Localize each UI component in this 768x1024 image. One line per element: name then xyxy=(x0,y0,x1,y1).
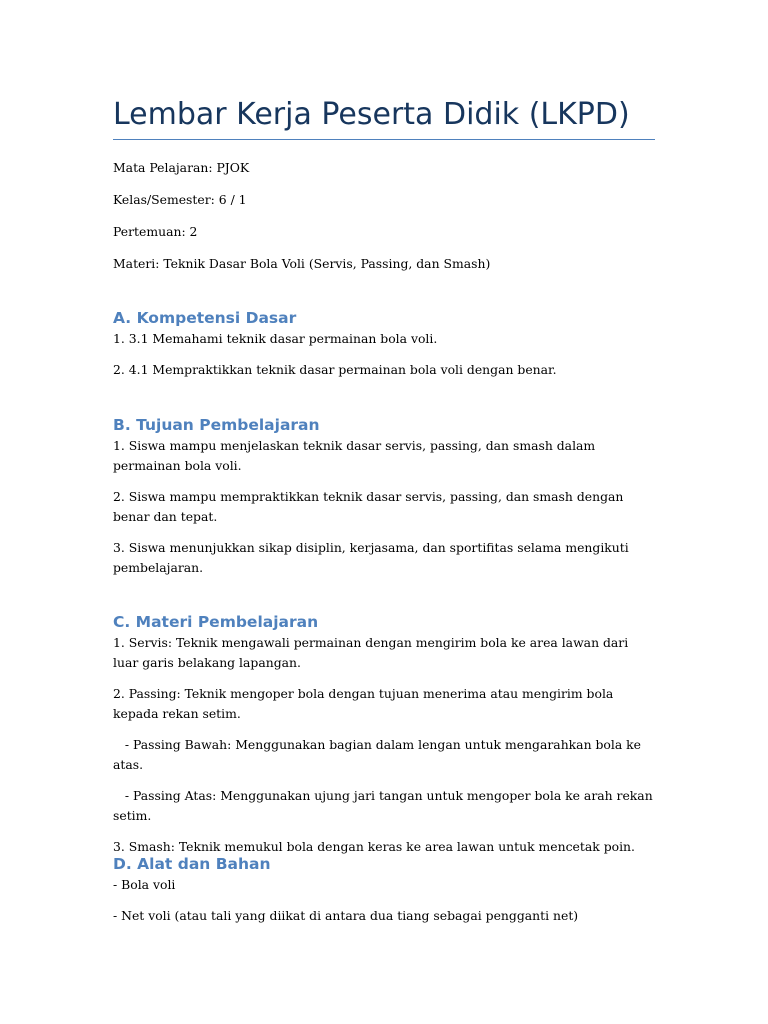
section-heading: A. Kompetensi Dasar xyxy=(113,309,297,327)
list-item: 2. Passing: Teknik mengoper bola dengan tujuan menerima atau mengirim bola kepada rekan setim. xyxy=(113,686,614,721)
list-item: 1. Servis: Teknik mengawali permainan dengan mengirim bola ke area lawan dari luar garis belakang lapangan. xyxy=(113,635,629,670)
list-item: 2. Siswa mampu mempraktikkan teknik dasar servis, passing, dan smash dengan benar dan tepat. xyxy=(113,489,624,524)
list-item: 1. 3.1 Memahami teknik dasar permainan bola voli. xyxy=(113,331,438,346)
section-heading: B. Tujuan Pembelajaran xyxy=(113,416,320,434)
section-materi-pembelajaran xyxy=(113,611,655,868)
list-item: - Net voli (atau tali yang diikat di antara dua tiang sebagai pengganti net) xyxy=(113,908,579,923)
section-tujuan-pembelajaran xyxy=(113,414,655,589)
meta-subject: Mata Pelajaran: PJOK xyxy=(113,160,250,175)
list-item: 2. 4.1 Mempraktikkan teknik dasar permainan bola voli dengan benar. xyxy=(113,362,557,377)
meta-material: Materi: Teknik Dasar Bola Voli (Servis, Passing, dan Smash) xyxy=(113,256,491,271)
list-item: 3. Siswa menunjukkan sikap disiplin, kerjasama, dan sportifitas selama mengikuti pembelajaran. xyxy=(113,540,629,575)
section-heading: C. Materi Pembelajaran xyxy=(113,613,319,631)
list-item: - Bola voli xyxy=(113,877,176,892)
document-title: Lembar Kerja Peserta Didik (LKPD) xyxy=(113,97,630,132)
section-kompetensi-dasar xyxy=(113,307,655,391)
meta-meeting: Pertemuan: 2 xyxy=(113,224,198,239)
sub-list-item: - Passing Atas: Menggunakan ujung jari tangan untuk mengoper bola ke arah rekan setim. xyxy=(113,788,653,823)
meta-class-semester: Kelas/Semester: 6 / 1 xyxy=(113,192,247,207)
list-item: 3. Smash: Teknik memukul bola dengan keras ke area lawan untuk mencetak poin. xyxy=(113,839,635,854)
title-underline xyxy=(113,139,655,140)
document-meta xyxy=(113,158,655,286)
sub-list-item: - Passing Bawah: Menggunakan bagian dalam lengan untuk mengarahkan bola ke atas. xyxy=(113,737,642,772)
list-item: 1. Siswa mampu menjelaskan teknik dasar servis, passing, dan smash dalam permainan bola voli. xyxy=(113,438,596,473)
section-alat-dan-bahan xyxy=(113,853,655,937)
section-heading: D. Alat dan Bahan xyxy=(113,855,271,873)
